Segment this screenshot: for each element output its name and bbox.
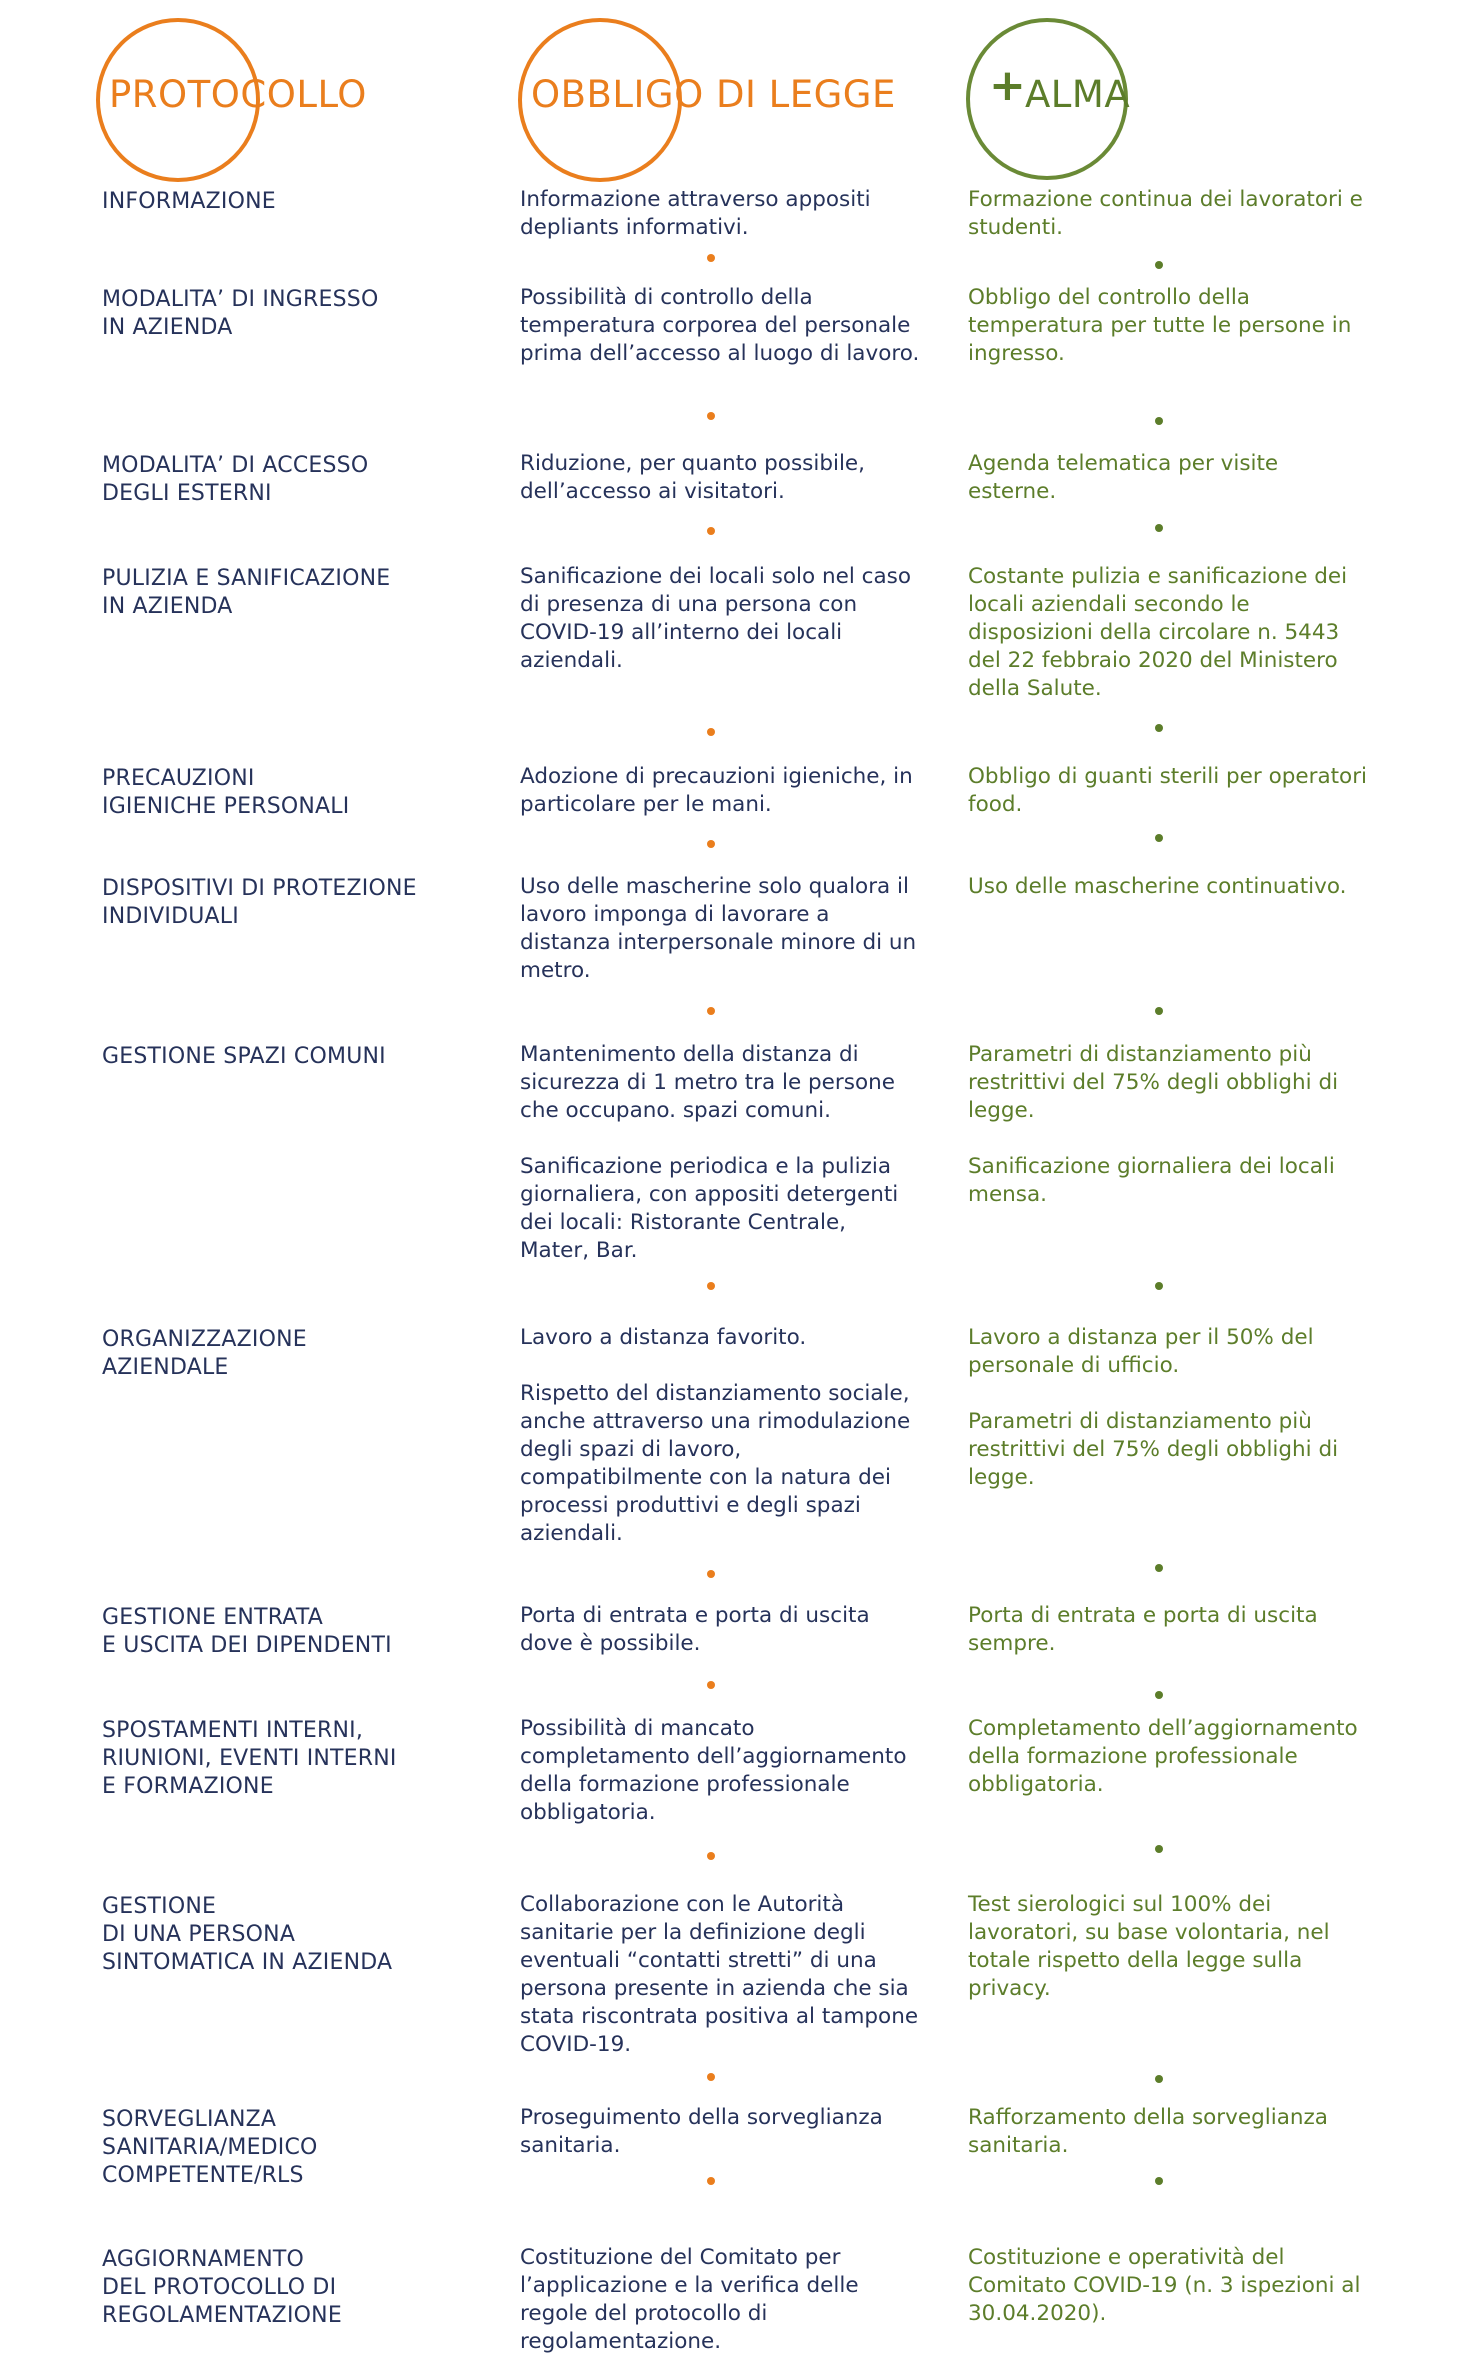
separator-dot-orange — [707, 1852, 715, 1860]
alma-cell — [968, 186, 1368, 242]
separator-dot-orange — [707, 412, 715, 420]
protocollo-title: PROTOCOLLO — [109, 73, 367, 116]
legge-title: OBBLIGO DI LEGGE — [531, 73, 896, 116]
legge-cell — [520, 1602, 920, 1658]
separator-dot-orange — [707, 2073, 715, 2081]
category-label: MODALITA’ DI INGRESSO IN AZIENDA — [102, 287, 379, 340]
legge-cell — [520, 284, 920, 368]
alma-cell — [968, 1891, 1368, 2003]
alma-text: Sanificazione giornaliera dei locali mensa. — [968, 1154, 1335, 1207]
category-label: GESTIONE SPAZI COMUNI — [102, 1044, 386, 1069]
legge-cell — [520, 450, 920, 506]
alma-cell — [968, 450, 1368, 506]
plus-icon: + — [989, 60, 1026, 111]
alma-cell — [968, 563, 1368, 703]
separator-dot-green — [1155, 1691, 1163, 1699]
legge-cell — [520, 1715, 920, 1827]
legge-text: Possibilità di controllo della temperatura corporea del personale prima dell’accesso al luogo di lavoro. — [520, 285, 920, 366]
legge-text: Lavoro a distanza favorito. — [520, 1325, 807, 1350]
alma-text: Obbligo del controllo della temperatura per tutte le persone in ingresso. — [968, 285, 1352, 366]
legge-text: Informazione attraverso appositi depliants informativi. — [520, 187, 871, 240]
alma-title: ALMA — [1025, 73, 1131, 116]
separator-dot-orange — [707, 1681, 715, 1689]
alma-cell — [968, 284, 1368, 368]
category-label: SPOSTAMENTI INTERNI, RIUNIONI, EVENTI INTERNI E FORMAZIONE — [102, 1718, 397, 1799]
alma-text: Rafforzamento della sorveglianza sanitaria. — [968, 2105, 1328, 2158]
category-label: AGGIORNAMENTO DEL PROTOCOLLO DI REGOLAMENTAZIONE — [102, 2247, 342, 2328]
legge-text: Sanificazione periodica e la pulizia giornaliera, con appositi detergenti dei locali: Ristorante Centrale, Mater, Bar. — [520, 1154, 899, 1263]
legge-text: Riduzione, per quanto possibile, dell’accesso ai visitatori. — [520, 451, 865, 504]
separator-dot-orange — [707, 1282, 715, 1290]
separator-dot-orange — [707, 728, 715, 736]
category-label: SORVEGLIANZA SANITARIA/MEDICO COMPETENTE/RLS — [102, 2107, 318, 2188]
legge-text: Collaborazione con le Autorità sanitarie per la definizione degli eventuali “contatti stretti” di una persona presente in azienda che sia stata riscontrata positiva al tampone COVID-19. — [520, 1892, 919, 2057]
category-label: GESTIONE DI UNA PERSONA SINTOMATICA IN AZIENDA — [102, 1894, 393, 1975]
category-label: MODALITA’ DI ACCESSO DEGLI ESTERNI — [102, 453, 369, 506]
alma-cell — [968, 763, 1368, 819]
alma-text: Obbligo di guanti sterili per operatori food. — [968, 764, 1368, 817]
legge-text: Sanificazione dei locali solo nel caso di presenza di una persona con COVID-19 all’interno dei locali aziendali. — [520, 564, 911, 673]
alma-text: Test sierologici sul 100% dei lavoratori, su base volontaria, nel totale rispetto della legge sulla privacy. — [968, 1892, 1330, 2001]
alma-text: Lavoro a distanza per il 50% del personale di ufficio. — [968, 1325, 1314, 1378]
alma-cell — [968, 2104, 1368, 2160]
alma-cell — [968, 1602, 1368, 1658]
legge-cell — [520, 1041, 920, 1265]
alma-cell — [968, 1324, 1368, 1492]
legge-text: Possibilità di mancato completamento dell’aggiornamento della formazione professionale obbligatoria. — [520, 1716, 907, 1825]
separator-dot-orange — [707, 1007, 715, 1015]
category-label: ORGANIZZAZIONE AZIENDALE — [102, 1327, 307, 1380]
separator-dot-orange — [707, 1570, 715, 1578]
legge-text: Porta di entrata e porta di uscita dove è possibile. — [520, 1603, 870, 1656]
legge-text: Costituzione del Comitato per l’applicazione e la verifica delle regole del protocollo di regolamentazione. — [520, 2245, 859, 2354]
alma-text: Costituzione e operatività del Comitato COVID-19 (n. 3 ispezioni al 30.04.2020). — [968, 2245, 1361, 2326]
alma-text: Formazione continua dei lavoratori e studenti. — [968, 187, 1363, 240]
alma-text: Agenda telematica per visite esterne. — [968, 451, 1279, 504]
separator-dot-green — [1155, 417, 1163, 425]
category-label: PULIZIA E SANIFICAZIONE IN AZIENDA — [102, 566, 391, 619]
legge-text: Uso delle mascherine solo qualora il lavoro imponga di lavorare a distanza interpersonale minore di un metro. — [520, 874, 917, 983]
category-label: DISPOSITIVI DI PROTEZIONE INDIVIDUALI — [102, 876, 417, 929]
separator-dot-orange — [707, 527, 715, 535]
legge-text: Proseguimento della sorveglianza sanitaria. — [520, 2105, 883, 2158]
category-label: PRECAUZIONI IGIENICHE PERSONALI — [102, 766, 350, 819]
alma-text: Costante pulizia e sanificazione dei locali aziendali secondo le disposizioni della circolare n. 5443 del 22 febbraio 2020 del Ministero della Salute. — [968, 564, 1348, 701]
separator-dot-green — [1155, 834, 1163, 842]
separator-dot-orange — [707, 254, 715, 262]
alma-text: Completamento dell’aggiornamento della formazione professionale obbligatoria. — [968, 1716, 1358, 1797]
alma-text: Porta di entrata e porta di uscita sempre. — [968, 1603, 1318, 1656]
separator-dot-green — [1155, 1282, 1163, 1290]
separator-dot-green — [1155, 1845, 1163, 1853]
legge-cell — [520, 1891, 920, 2059]
legge-cell — [520, 763, 920, 819]
alma-cell — [968, 2244, 1368, 2328]
legge-cell — [520, 563, 920, 675]
category-label: GESTIONE ENTRATA E USCITA DEI DIPENDENTI — [102, 1605, 392, 1658]
alma-cell — [968, 1041, 1368, 1209]
separator-dot-green — [1155, 2075, 1163, 2083]
alma-text: Uso delle mascherine continuativo. — [968, 874, 1347, 899]
alma-text: Parametri di distanziamento più restrittivi del 75% degli obblighi di legge. — [968, 1042, 1339, 1123]
separator-dot-green — [1155, 724, 1163, 732]
alma-cell — [968, 873, 1368, 901]
legge-text: Adozione di precauzioni igieniche, in particolare per le mani. — [520, 764, 913, 817]
legge-text: Rispetto del distanziamento sociale, anche attraverso una rimodulazione degli spazi di lavoro, compatibilmente con la natura dei processi produttivi e degli spazi aziendali. — [520, 1381, 911, 1546]
separator-dot-green — [1155, 2177, 1163, 2185]
alma-cell — [968, 1715, 1368, 1799]
alma-text: Parametri di distanziamento più restrittivi del 75% degli obblighi di legge. — [968, 1409, 1339, 1490]
separator-dot-green — [1155, 261, 1163, 269]
legge-cell — [520, 2104, 920, 2160]
legge-cell — [520, 2244, 920, 2356]
legge-cell — [520, 873, 920, 985]
legge-cell — [520, 1324, 920, 1548]
separator-dot-orange — [707, 840, 715, 848]
category-label: INFORMAZIONE — [102, 189, 276, 214]
legge-text: Mantenimento della distanza di sicurezza di 1 metro tra le persone che occupano. spazi comuni. — [520, 1042, 895, 1123]
legge-cell — [520, 186, 920, 242]
separator-dot-green — [1155, 1564, 1163, 1572]
separator-dot-green — [1155, 1007, 1163, 1015]
separator-dot-orange — [707, 2177, 715, 2185]
separator-dot-green — [1155, 524, 1163, 532]
